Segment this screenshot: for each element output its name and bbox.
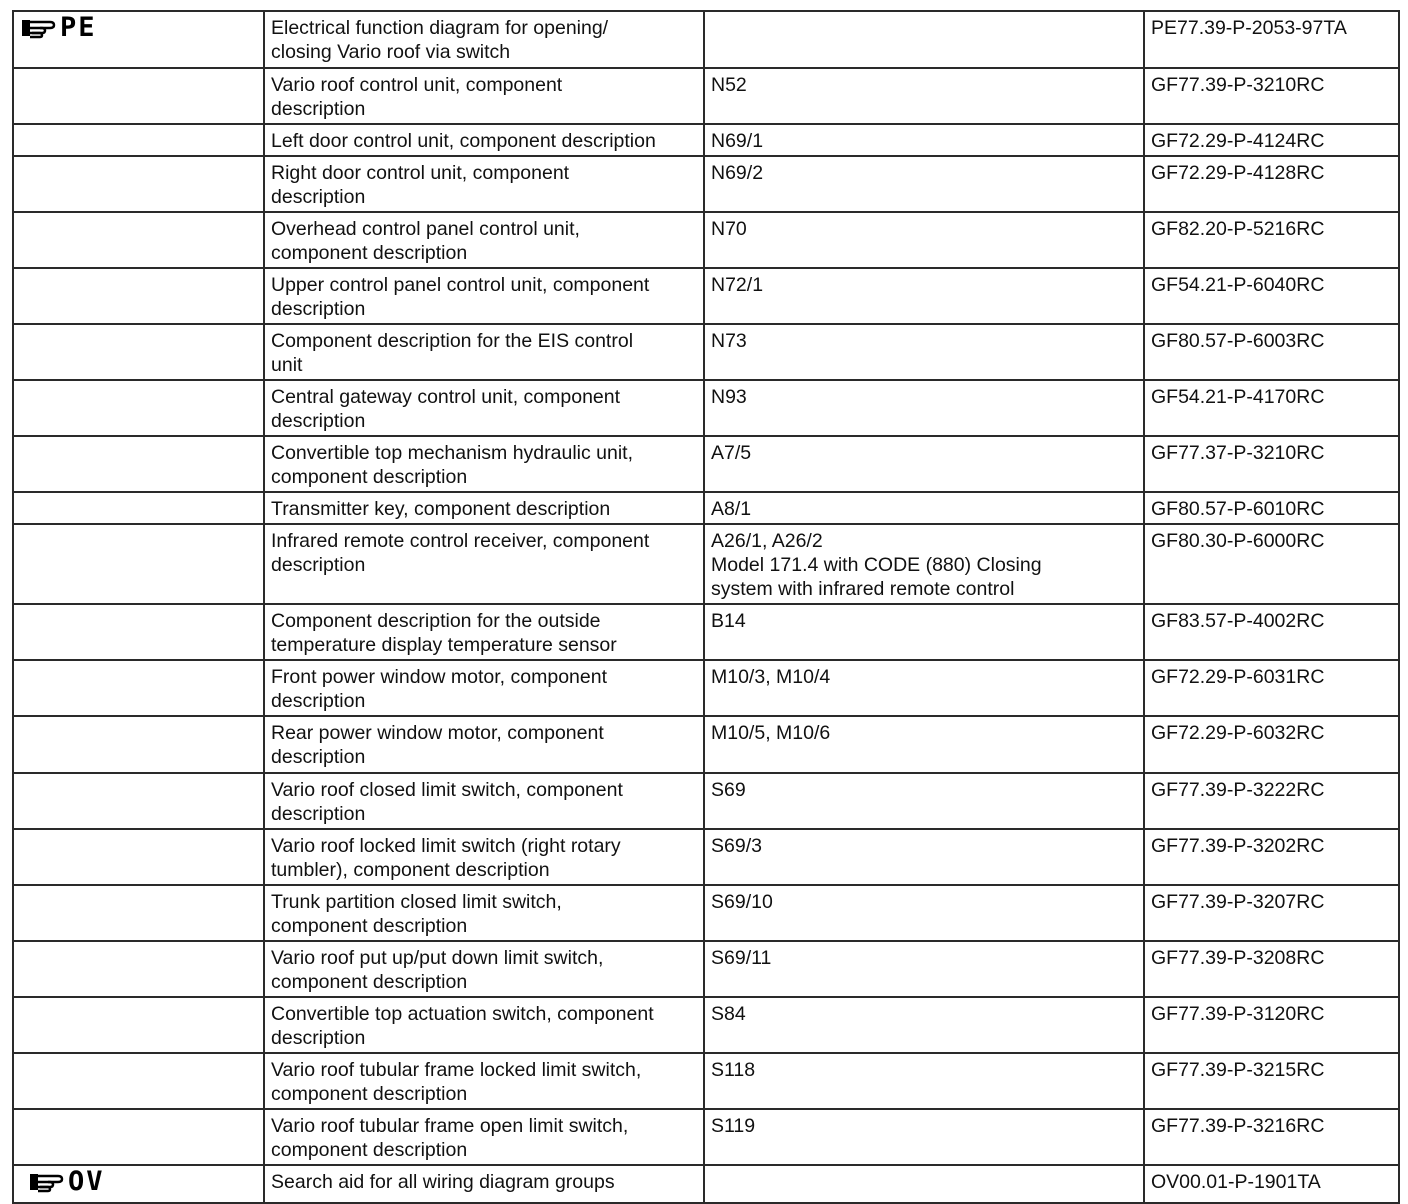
marker-cell	[13, 11, 264, 68]
marker-cell	[13, 324, 264, 380]
component-code: N93	[711, 386, 747, 408]
description-cell	[264, 773, 704, 829]
description-cell	[264, 380, 704, 436]
document-number: GF77.39-P-3207RC	[1151, 891, 1325, 913]
description-cell	[264, 68, 704, 124]
document-cell	[1144, 941, 1399, 997]
document-number: OV00.01-P-1901TA	[1151, 1171, 1321, 1193]
description-text: Component description for the outside	[271, 610, 601, 632]
document-number: GF77.39-P-3120RC	[1151, 1003, 1325, 1025]
document-number: GF77.39-P-3222RC	[1151, 779, 1325, 801]
marker-cell	[13, 436, 264, 492]
description-cell	[264, 11, 704, 68]
description-cell	[264, 524, 704, 604]
table-row	[13, 941, 1399, 997]
document-cell	[1144, 1165, 1399, 1203]
component-code: A8/1	[711, 498, 752, 520]
description-cell	[264, 492, 704, 524]
document-cell	[1144, 124, 1399, 156]
description-text: Vario roof put up/put down limit switch,	[271, 947, 604, 969]
description-text: component description	[271, 242, 468, 264]
description-text: Vario roof control unit, component	[271, 74, 563, 96]
table-body	[13, 11, 1399, 1203]
table-row	[13, 124, 1399, 156]
description-text: Central gateway control unit, component	[271, 386, 621, 408]
component-cell	[704, 941, 1144, 997]
description-text: closing Vario roof via switch	[271, 41, 511, 63]
description-text: description	[271, 690, 366, 712]
description-cell	[264, 716, 704, 773]
component-cell	[704, 11, 1144, 68]
marker-cell	[13, 660, 264, 716]
table-row	[13, 997, 1399, 1053]
description-text: Overhead control panel control unit,	[271, 218, 580, 240]
document-number: GF77.39-P-3210RC	[1151, 74, 1325, 96]
document-cell	[1144, 436, 1399, 492]
document-number: GF72.29-P-4128RC	[1151, 162, 1325, 184]
document-cell	[1144, 212, 1399, 268]
description-text: description	[271, 186, 366, 208]
doc-type-marker	[20, 12, 97, 43]
component-cell	[704, 156, 1144, 212]
document-number: GF77.39-P-3215RC	[1151, 1059, 1325, 1081]
document-cell	[1144, 492, 1399, 524]
description-text: description	[271, 554, 366, 576]
component-cell	[704, 436, 1144, 492]
table-row	[13, 1109, 1399, 1165]
doc-type-label: OV	[68, 1166, 105, 1197]
document-cell	[1144, 156, 1399, 212]
description-text: Convertible top actuation switch, component	[271, 1003, 654, 1025]
description-text: temperature display temperature sensor	[271, 634, 617, 656]
table-row	[13, 604, 1399, 660]
table-row	[13, 660, 1399, 716]
description-text: component description	[271, 1083, 468, 1105]
document-number: GF80.57-P-6003RC	[1151, 330, 1325, 352]
component-cell	[704, 324, 1144, 380]
document-cell	[1144, 1109, 1399, 1165]
component-code: N69/2	[711, 162, 764, 184]
component-code: N69/1	[711, 130, 764, 152]
description-cell	[264, 212, 704, 268]
component-cell	[704, 660, 1144, 716]
table-row	[13, 212, 1399, 268]
description-cell	[264, 997, 704, 1053]
marker-cell	[13, 268, 264, 324]
description-text: Upper control panel control unit, component	[271, 274, 650, 296]
description-text: Component description for the EIS control	[271, 330, 634, 352]
marker-cell	[13, 716, 264, 773]
component-code: S119	[711, 1115, 756, 1137]
component-code: M10/3, M10/4	[711, 666, 831, 688]
description-cell	[264, 324, 704, 380]
description-text: Vario roof tubular frame open limit switch,	[271, 1115, 629, 1137]
component-code: A7/5	[711, 442, 752, 464]
component-cell	[704, 997, 1144, 1053]
description-text: unit	[271, 354, 303, 376]
component-cell	[704, 716, 1144, 773]
component-code: N73	[711, 330, 747, 352]
document-cell	[1144, 324, 1399, 380]
description-cell	[264, 1109, 704, 1165]
document-number: GF83.57-P-4002RC	[1151, 610, 1325, 632]
description-text: description	[271, 410, 366, 432]
description-cell	[264, 660, 704, 716]
component-code: N52	[711, 74, 747, 96]
document-number: GF77.37-P-3210RC	[1151, 442, 1325, 464]
document-number: GF82.20-P-5216RC	[1151, 218, 1325, 240]
document-number: GF77.39-P-3202RC	[1151, 835, 1325, 857]
component-code: A26/1, A26/2	[711, 530, 823, 552]
component-code: S84	[711, 1003, 746, 1025]
document-cell	[1144, 829, 1399, 885]
component-code: S69/11	[711, 947, 772, 969]
description-cell	[264, 124, 704, 156]
component-code: system with infrared remote control	[711, 578, 1015, 600]
document-cell	[1144, 885, 1399, 941]
component-cell	[704, 1109, 1144, 1165]
description-text: Electrical function diagram for opening/	[271, 17, 609, 39]
document-cell	[1144, 604, 1399, 660]
description-text: Left door control unit, component description	[271, 130, 656, 152]
component-cell	[704, 885, 1144, 941]
marker-cell	[13, 941, 264, 997]
document-number: GF72.29-P-6032RC	[1151, 722, 1325, 744]
table-row	[13, 773, 1399, 829]
document-cell	[1144, 268, 1399, 324]
marker-cell	[13, 997, 264, 1053]
description-text: component description	[271, 971, 468, 993]
document-cell	[1144, 1053, 1399, 1109]
pointing-hand-icon	[20, 16, 56, 40]
component-cell	[704, 268, 1144, 324]
component-code: Model 171.4 with CODE (880) Closing	[711, 554, 1042, 576]
description-text: description	[271, 98, 366, 120]
table-row	[13, 885, 1399, 941]
description-text: Search aid for all wiring diagram groups	[271, 1171, 615, 1193]
document-cell	[1144, 716, 1399, 773]
marker-cell	[13, 604, 264, 660]
component-cell	[704, 1053, 1144, 1109]
marker-cell	[13, 773, 264, 829]
table-row	[13, 156, 1399, 212]
marker-cell	[13, 885, 264, 941]
component-code: M10/5, M10/6	[711, 722, 831, 744]
table-row	[13, 492, 1399, 524]
marker-cell	[13, 68, 264, 124]
marker-cell	[13, 1165, 264, 1203]
marker-cell	[13, 524, 264, 604]
reference-table	[12, 10, 1400, 1204]
description-text: Rear power window motor, component	[271, 722, 604, 744]
doc-type-label: PE	[60, 12, 97, 43]
document-cell	[1144, 773, 1399, 829]
table-row	[13, 716, 1399, 773]
description-cell	[264, 268, 704, 324]
document-cell	[1144, 380, 1399, 436]
description-cell	[264, 885, 704, 941]
component-code: N72/1	[711, 274, 764, 296]
component-cell	[704, 380, 1144, 436]
component-code: S69/10	[711, 891, 773, 913]
description-text: component description	[271, 915, 468, 937]
component-cell	[704, 604, 1144, 660]
document-cell	[1144, 68, 1399, 124]
document-number: GF80.57-P-6010RC	[1151, 498, 1325, 520]
document-number: GF72.29-P-6031RC	[1151, 666, 1325, 688]
table-row	[13, 11, 1399, 68]
description-text: description	[271, 298, 366, 320]
description-text: Transmitter key, component description	[271, 498, 611, 520]
marker-cell	[13, 1053, 264, 1109]
marker-cell	[13, 156, 264, 212]
description-text: Convertible top mechanism hydraulic unit,	[271, 442, 634, 464]
component-cell	[704, 212, 1144, 268]
description-cell	[264, 1053, 704, 1109]
document-number: GF54.21-P-6040RC	[1151, 274, 1325, 296]
table-row	[13, 436, 1399, 492]
document-number: GF72.29-P-4124RC	[1151, 130, 1325, 152]
component-code: S69	[711, 779, 746, 801]
description-cell	[264, 604, 704, 660]
table-row	[13, 524, 1399, 604]
document-cell	[1144, 11, 1399, 68]
component-cell	[704, 524, 1144, 604]
description-text: Trunk partition closed limit switch,	[271, 891, 562, 913]
description-text: description	[271, 746, 366, 768]
document-cell	[1144, 660, 1399, 716]
document-number: GF77.39-P-3208RC	[1151, 947, 1325, 969]
document-number: PE77.39-P-2053-97TA	[1151, 17, 1347, 39]
description-text: Front power window motor, component	[271, 666, 607, 688]
component-cell	[704, 1165, 1144, 1203]
component-cell	[704, 492, 1144, 524]
document-cell	[1144, 997, 1399, 1053]
table-row	[13, 268, 1399, 324]
table-row	[13, 1165, 1399, 1203]
component-cell	[704, 68, 1144, 124]
marker-cell	[13, 212, 264, 268]
marker-cell	[13, 380, 264, 436]
description-text: Vario roof locked limit switch (right rotary	[271, 835, 621, 857]
marker-cell	[13, 829, 264, 885]
description-text: Infrared remote control receiver, component	[271, 530, 650, 552]
description-cell	[264, 156, 704, 212]
description-cell	[264, 436, 704, 492]
table-row	[13, 380, 1399, 436]
description-text: component description	[271, 466, 468, 488]
table-row	[13, 1053, 1399, 1109]
document-cell	[1144, 524, 1399, 604]
description-text: Vario roof tubular frame locked limit switch,	[271, 1059, 642, 1081]
pointing-hand-icon	[28, 1170, 64, 1194]
description-text: tumbler), component description	[271, 859, 550, 881]
description-text: Vario roof closed limit switch, component	[271, 779, 623, 801]
marker-cell	[13, 1109, 264, 1165]
description-cell	[264, 829, 704, 885]
table-row	[13, 68, 1399, 124]
description-cell	[264, 941, 704, 997]
document-number: GF77.39-P-3216RC	[1151, 1115, 1325, 1137]
description-text: component description	[271, 1139, 468, 1161]
doc-type-marker	[28, 1166, 105, 1197]
component-code: N70	[711, 218, 747, 240]
component-cell	[704, 773, 1144, 829]
document-number: GF54.21-P-4170RC	[1151, 386, 1325, 408]
description-cell	[264, 1165, 704, 1203]
marker-cell	[13, 492, 264, 524]
component-cell	[704, 829, 1144, 885]
component-code: S118	[711, 1059, 756, 1081]
table-row	[13, 324, 1399, 380]
component-code: B14	[711, 610, 746, 632]
document-number: GF80.30-P-6000RC	[1151, 530, 1325, 552]
marker-cell	[13, 124, 264, 156]
table-row	[13, 829, 1399, 885]
description-text: description	[271, 1027, 366, 1049]
component-code: S69/3	[711, 835, 762, 857]
component-cell	[704, 124, 1144, 156]
description-text: description	[271, 803, 366, 825]
description-text: Right door control unit, component	[271, 162, 570, 184]
